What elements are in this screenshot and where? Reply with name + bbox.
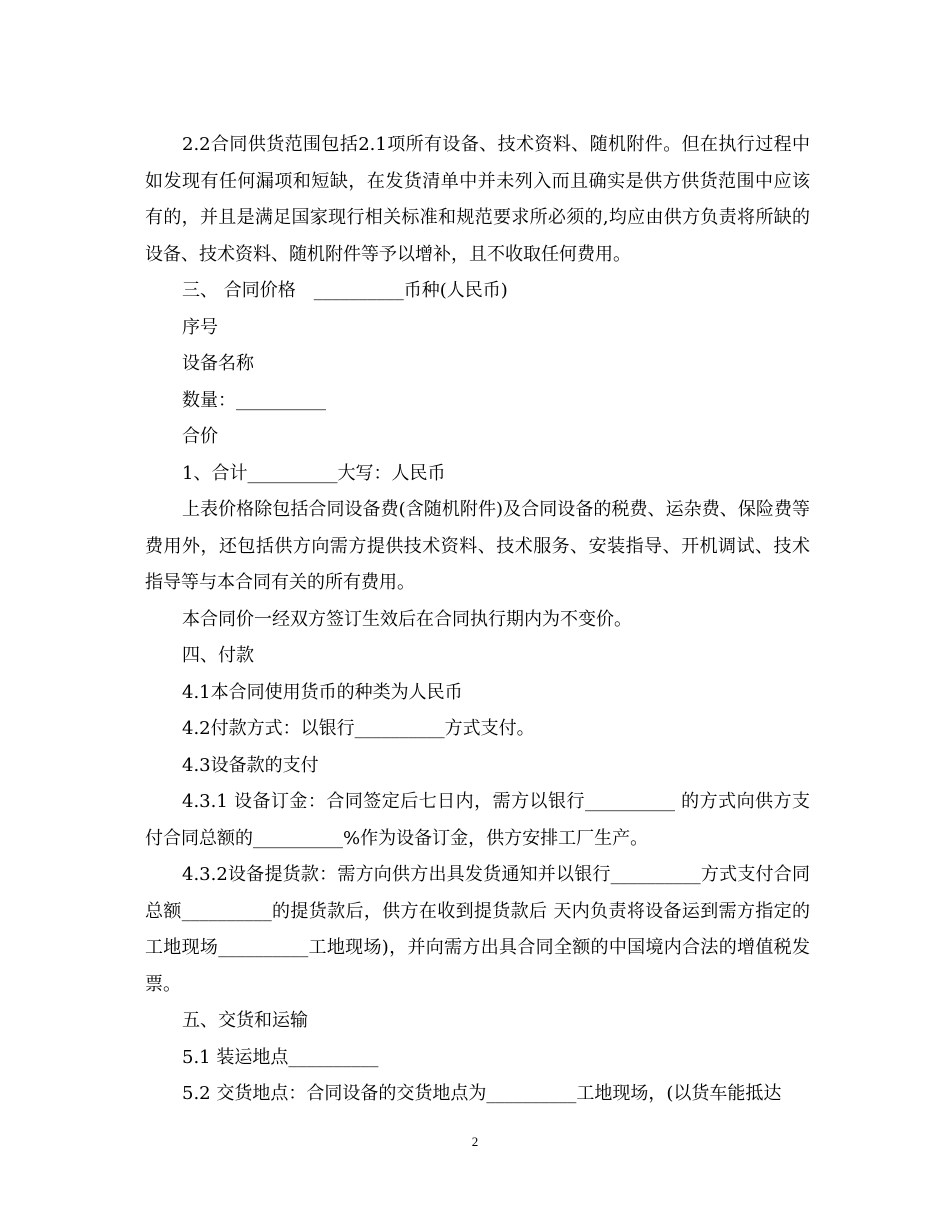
paragraph-section-5-delivery: 五、交货和运输 (182, 1010, 308, 1031)
paragraph-4-3-equipment-payment: 4.3设备款的支付 (182, 754, 319, 776)
paragraph-price-includes: 上表价格除包括合同设备费(含随机附件)及合同设备的税费、运杂费、保险费等费用外，还包括供方向需方提供技术资料、技术服务、安装指导、开机调试、技术指导等与本合同有关的所有费用。 (145, 499, 810, 593)
paragraph-5-2-delivery-place: 5.2 交货地点：合同设备的交货地点为__________工地现场，(以货车能抵达 (182, 1083, 782, 1104)
paragraph-4-2-payment-method: 4.2付款方式：以银行__________方式支付。 (182, 718, 535, 739)
paragraph-total-sum: 1、合计__________大写：人民币 (182, 462, 446, 484)
paragraph-section-4-payment: 四、付款 (182, 645, 254, 666)
paragraph-equipment-name: 设备名称 (182, 353, 254, 374)
paragraph-quantity: 数量：__________ (182, 389, 326, 411)
paragraph-4-3-1-deposit: 4.3.1 设备订金：合同签定后七日内，需方以银行__________ 的方式向供方支付合同总额的__________%作为设备订金，供方安排工厂生产。 (145, 791, 810, 849)
paragraph-5-1-loading-place: 5.1 装运地点__________ (182, 1046, 379, 1068)
paragraph-total-price: 合价 (182, 426, 218, 447)
paragraph-serial-number: 序号 (182, 316, 218, 338)
paragraph-4-1-currency: 4.1本合同使用货币的种类为人民币 (182, 681, 463, 703)
page-number: 2 (471, 1134, 479, 1149)
paragraph-section-3-contract-price: 三、 合同价格 __________币种(人民币) (182, 280, 508, 301)
paragraph-2-2-supply-scope: 2.2合同供货范围包括2.1项所有设备、技术资料、随机附件。但在执行过程中如发现有任何漏项和短缺，在发货清单中并未列入而且确实是供方供货范围中应该有的，并且是满足国家现行相关标准和规范要求所必须的,均应由供方负责将所缺的设备、技术资料、随机附件等予以增补，且不收取任何费用。 (145, 134, 810, 265)
document-body (145, 127, 810, 1113)
paragraph-fixed-price: 本合同价一经双方签订生效后在合同执行期内为不变价。 (182, 608, 632, 630)
paragraph-4-3-2-pickup-payment: 4.3.2设备提货款：需方向供方出具发货通知并以银行__________方式支付合同总额__________的提货款后，供方在收到提货款后 天内负责将设备运到需方指定的工地现场__________工地现场)，并向需方出具合同全额的中国境内合法的增值税发票。 (145, 864, 810, 995)
